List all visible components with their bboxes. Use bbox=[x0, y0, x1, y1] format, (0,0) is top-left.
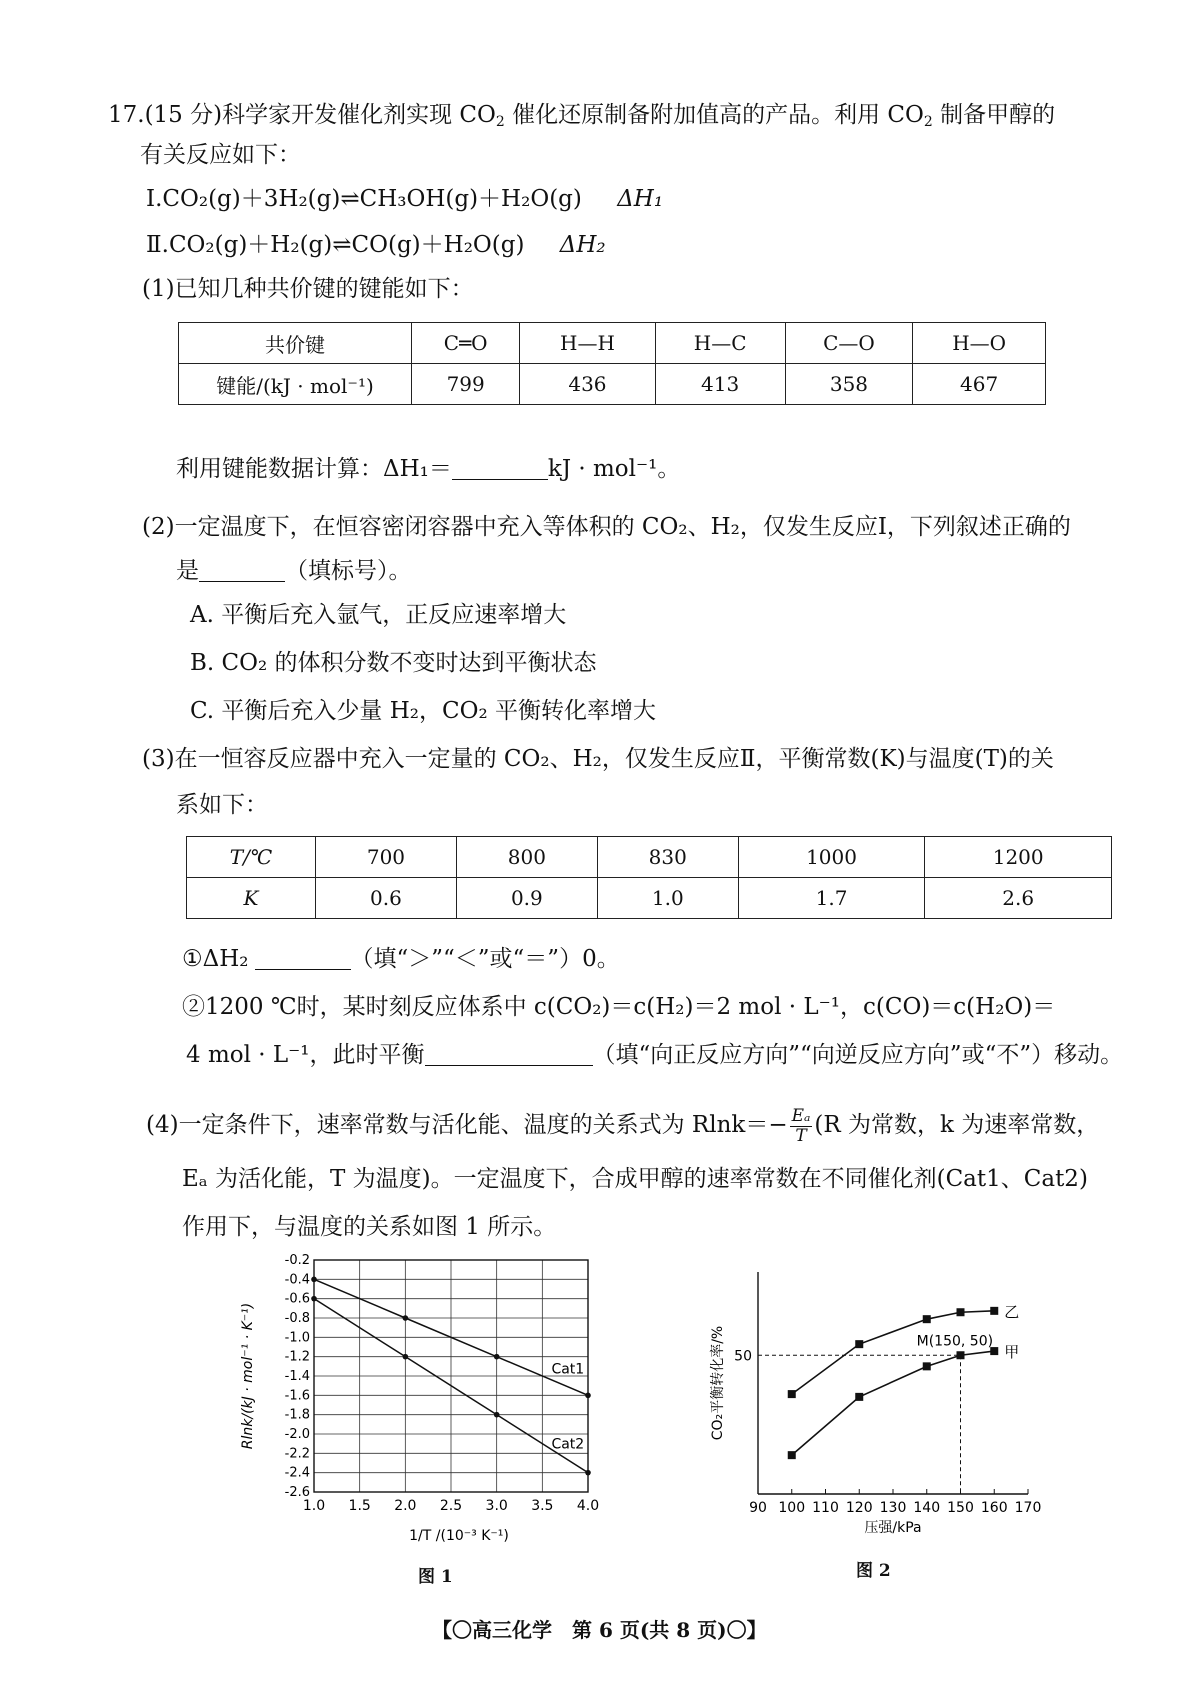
table-cell: 830 bbox=[597, 837, 738, 878]
x-tick-label: 3.5 bbox=[531, 1498, 554, 1514]
x-tick-label: 1.0 bbox=[302, 1498, 326, 1514]
part1-prompt: (1)已知几种共价键的键能如下： bbox=[142, 276, 474, 302]
y-tick-label: -2.4 bbox=[284, 1465, 310, 1481]
part1-question-unit: kJ · mol⁻¹。 bbox=[547, 456, 681, 482]
equilibrium-constant-table bbox=[186, 836, 1112, 919]
series-label: Cat2 bbox=[551, 1436, 585, 1453]
y-tick-label: -1.8 bbox=[284, 1407, 310, 1423]
data-point bbox=[855, 1340, 863, 1348]
bond-energy-table bbox=[178, 322, 1046, 405]
data-point bbox=[585, 1470, 591, 1476]
series-label: 乙 bbox=[1004, 1302, 1020, 1321]
table-cell: 700 bbox=[316, 837, 457, 878]
data-point bbox=[403, 1354, 409, 1360]
table-row-label: 键能/(kJ · mol⁻¹) bbox=[179, 364, 412, 405]
y-axis-label: Rlnk/(kJ · mol⁻¹ · K⁻¹) bbox=[240, 1302, 256, 1450]
reaction-2-equation: CO₂(g)＋H₂(g)⇌CO(g)＋H₂O(g) bbox=[168, 232, 525, 258]
table-header-cell: H—O bbox=[913, 323, 1046, 364]
x-axis-label: 1/T /(10⁻³ K⁻¹) bbox=[409, 1528, 509, 1544]
y-tick-label: -0.2 bbox=[284, 1253, 310, 1268]
x-tick-label: 100 bbox=[778, 1500, 806, 1516]
y-tick-label: -1.6 bbox=[284, 1388, 310, 1404]
table-cell: 0.6 bbox=[316, 878, 457, 919]
figure-2-caption: 图 2 bbox=[856, 1561, 891, 1581]
y-tick-label: -1.0 bbox=[284, 1330, 310, 1346]
option-a: A. 平衡后充入氩气，正反应速率增大 bbox=[190, 602, 567, 628]
x-tick-label: 90 bbox=[749, 1500, 767, 1516]
x-tick-label: 140 bbox=[913, 1500, 941, 1516]
reaction-2 bbox=[146, 230, 606, 260]
intro-text-2: 催化还原制备附加值高的产品。利用 CO bbox=[504, 102, 924, 128]
answer-blank bbox=[452, 455, 548, 480]
x-tick-label: 160 bbox=[980, 1500, 1008, 1516]
answer-blank bbox=[199, 557, 285, 582]
x-axis-label: 压强/kPa bbox=[864, 1520, 922, 1536]
answer-blank bbox=[425, 1041, 593, 1066]
data-point bbox=[855, 1393, 863, 1401]
table-cell: 1.0 bbox=[597, 878, 738, 919]
table-cell: 358 bbox=[785, 364, 913, 405]
table-header-cell: H—C bbox=[655, 323, 785, 364]
table-header-cell: C—O bbox=[785, 323, 913, 364]
y-tick-label: -1.2 bbox=[284, 1349, 310, 1365]
figure-1-caption: 图 1 bbox=[418, 1567, 453, 1587]
reaction-2-enthalpy: ΔH₂ bbox=[559, 232, 606, 258]
x-tick-label: 1.5 bbox=[348, 1498, 371, 1514]
point-m-annotation: M(150, 50) bbox=[916, 1333, 994, 1350]
part4-prompt-line3: 作用下，与温度的关系如图 1 所示。 bbox=[182, 1214, 557, 1240]
part3-q1-hint: （填“＞”“＜”或“＝”）0。 bbox=[350, 946, 620, 972]
reaction-1-label: Ⅰ. bbox=[146, 186, 163, 212]
reaction-2-label: Ⅱ. bbox=[146, 232, 169, 258]
part4-prompt-text: (4)一定条件下，速率常数与活化能、温度的关系式为 Rlnk＝− bbox=[146, 1112, 788, 1138]
table-cell: 413 bbox=[655, 364, 785, 405]
part2-prompt-text: 是 bbox=[176, 558, 199, 584]
page-footer: 【〇高三化学 第 6 页(共 8 页)〇】 bbox=[432, 1618, 767, 1642]
data-point bbox=[923, 1315, 931, 1323]
data-point bbox=[957, 1351, 965, 1359]
data-point bbox=[788, 1390, 796, 1398]
x-tick-label: 150 bbox=[947, 1500, 974, 1516]
table-cell: 799 bbox=[412, 364, 520, 405]
y-tick-label: -2.0 bbox=[284, 1427, 310, 1442]
part3-q1-text: ①ΔH₂ bbox=[182, 946, 249, 972]
answer-blank bbox=[255, 945, 351, 970]
table-header-cell: C═O bbox=[412, 323, 520, 364]
series-line bbox=[792, 1351, 995, 1455]
part2-prompt-line1: (2)一定温度下，在恒容密闭容器中充入等体积的 CO₂、H₂，仅发生反应Ⅰ，下列叙述正确的 bbox=[142, 514, 1071, 540]
y-tick-label: -2.2 bbox=[284, 1446, 310, 1462]
figure-2-chart bbox=[700, 1262, 1060, 1552]
table-cell: 800 bbox=[456, 837, 597, 878]
part1-question-text: 利用键能数据计算：ΔH₁＝ bbox=[176, 456, 452, 482]
bond-table-value-row bbox=[179, 364, 1046, 405]
part1-question bbox=[176, 454, 680, 484]
x-tick-label: 130 bbox=[879, 1500, 907, 1516]
table-cell: 1000 bbox=[738, 837, 925, 878]
table-cell: 436 bbox=[520, 364, 655, 405]
question-intro-line2: 有关反应如下： bbox=[140, 142, 301, 168]
y-tick-label: -0.8 bbox=[284, 1311, 310, 1326]
y-tick-label: 50 bbox=[734, 1348, 752, 1365]
data-point bbox=[311, 1296, 317, 1302]
table-header-cell: 共价键 bbox=[179, 323, 412, 364]
series-label: 甲 bbox=[1004, 1343, 1020, 1362]
reaction-1-equation: CO₂(g)＋3H₂(g)⇌CH₃OH(g)＋H₂O(g) bbox=[162, 186, 582, 212]
data-point bbox=[403, 1315, 409, 1321]
figure-1-chart bbox=[238, 1252, 618, 1552]
part3-q2-text: 4 mol · L⁻¹，此时平衡 bbox=[186, 1042, 425, 1068]
temp-row bbox=[187, 837, 1112, 878]
part3-q2-hint: （填“向正反应方向”“向逆反应方向”或“不”）移动。 bbox=[592, 1042, 1124, 1068]
fraction-numerator: Eₐ bbox=[791, 1105, 811, 1126]
y-tick-label: -2.6 bbox=[284, 1485, 310, 1500]
table-header-cell: H—H bbox=[520, 323, 655, 364]
series-label: Cat1 bbox=[551, 1361, 585, 1378]
part3-question2-line1: ②1200 ℃时，某时刻反应体系中 c(CO₂)＝c(H₂)＝2 mol · L⁻¹，c(CO)＝c(H₂O)＝ bbox=[182, 994, 1056, 1020]
question-intro-line1: 17.(15 分)科学家开发催化剂实现 $CO_2$ 催化还原制备附加值高的产品。利用 $CO_2$ 制备甲醇的 bbox=[108, 102, 1056, 130]
part3-question1 bbox=[182, 944, 620, 974]
activation-energy-fraction bbox=[790, 1107, 813, 1146]
y-tick-label: -0.4 bbox=[284, 1272, 310, 1288]
bond-table-header-row bbox=[179, 323, 1046, 364]
part3-question2-line2 bbox=[186, 1040, 1123, 1070]
table-cell: 467 bbox=[913, 364, 1046, 405]
data-point bbox=[494, 1412, 500, 1418]
table-row-label: T/℃ bbox=[187, 837, 316, 878]
question-number: 17. bbox=[108, 102, 145, 128]
x-tick-label: 2.0 bbox=[394, 1498, 417, 1514]
table-cell: 0.9 bbox=[456, 878, 597, 919]
part2-prompt-line2 bbox=[176, 556, 412, 586]
x-tick-label: 120 bbox=[845, 1500, 873, 1516]
table-row-label: K bbox=[187, 878, 316, 919]
data-point bbox=[494, 1354, 500, 1360]
part3-prompt-line1: (3)在一恒容反应器中充入一定量的 CO₂、H₂，仅发生反应Ⅱ，平衡常数(K)与温度(T)的关 bbox=[142, 746, 1054, 772]
part3-prompt-line2: 系如下： bbox=[176, 792, 268, 818]
k-row bbox=[187, 878, 1112, 919]
part4-prompt-line2: Eₐ 为活化能，T 为温度)。一定温度下，合成甲醇的速率常数在不同催化剂(Cat1、Cat2) bbox=[182, 1166, 1088, 1192]
part4-prompt-text-2: (R 为常数，k 为速率常数， bbox=[814, 1112, 1100, 1138]
data-point bbox=[957, 1308, 965, 1316]
table-cell: 1200 bbox=[925, 837, 1112, 878]
table-cell: 2.6 bbox=[925, 878, 1112, 919]
question-score: (15 分) bbox=[144, 102, 223, 128]
data-point bbox=[923, 1362, 931, 1370]
data-point bbox=[311, 1277, 317, 1283]
table-cell: 1.7 bbox=[738, 878, 925, 919]
intro-text-1: 科学家开发催化剂实现 CO bbox=[222, 102, 496, 128]
x-tick-label: 170 bbox=[1014, 1500, 1042, 1516]
option-c: C. 平衡后充入少量 H₂，CO₂ 平衡转化率增大 bbox=[190, 698, 656, 724]
x-tick-label: 3.0 bbox=[485, 1498, 508, 1514]
part4-prompt-line1 bbox=[146, 1098, 1099, 1152]
x-tick-label: 2.5 bbox=[439, 1498, 463, 1514]
data-point bbox=[788, 1451, 796, 1459]
option-b: B. CO₂ 的体积分数不变时达到平衡状态 bbox=[190, 650, 597, 676]
data-point bbox=[585, 1393, 591, 1399]
y-tick-label: -0.6 bbox=[284, 1291, 310, 1307]
fraction-denominator: T bbox=[795, 1125, 807, 1146]
y-axis-label: CO₂平衡转化率/% bbox=[710, 1325, 726, 1441]
intro-text-3: 制备甲醇的 bbox=[932, 102, 1056, 128]
part2-prompt-hint: （填标号）。 bbox=[285, 558, 412, 584]
reaction-1-enthalpy: ΔH₁ bbox=[617, 186, 664, 212]
x-tick-label: 4.0 bbox=[576, 1498, 600, 1514]
x-tick-label: 110 bbox=[812, 1500, 839, 1516]
y-tick-label: -1.4 bbox=[284, 1369, 310, 1384]
reaction-1 bbox=[146, 184, 663, 214]
data-point bbox=[990, 1307, 998, 1315]
